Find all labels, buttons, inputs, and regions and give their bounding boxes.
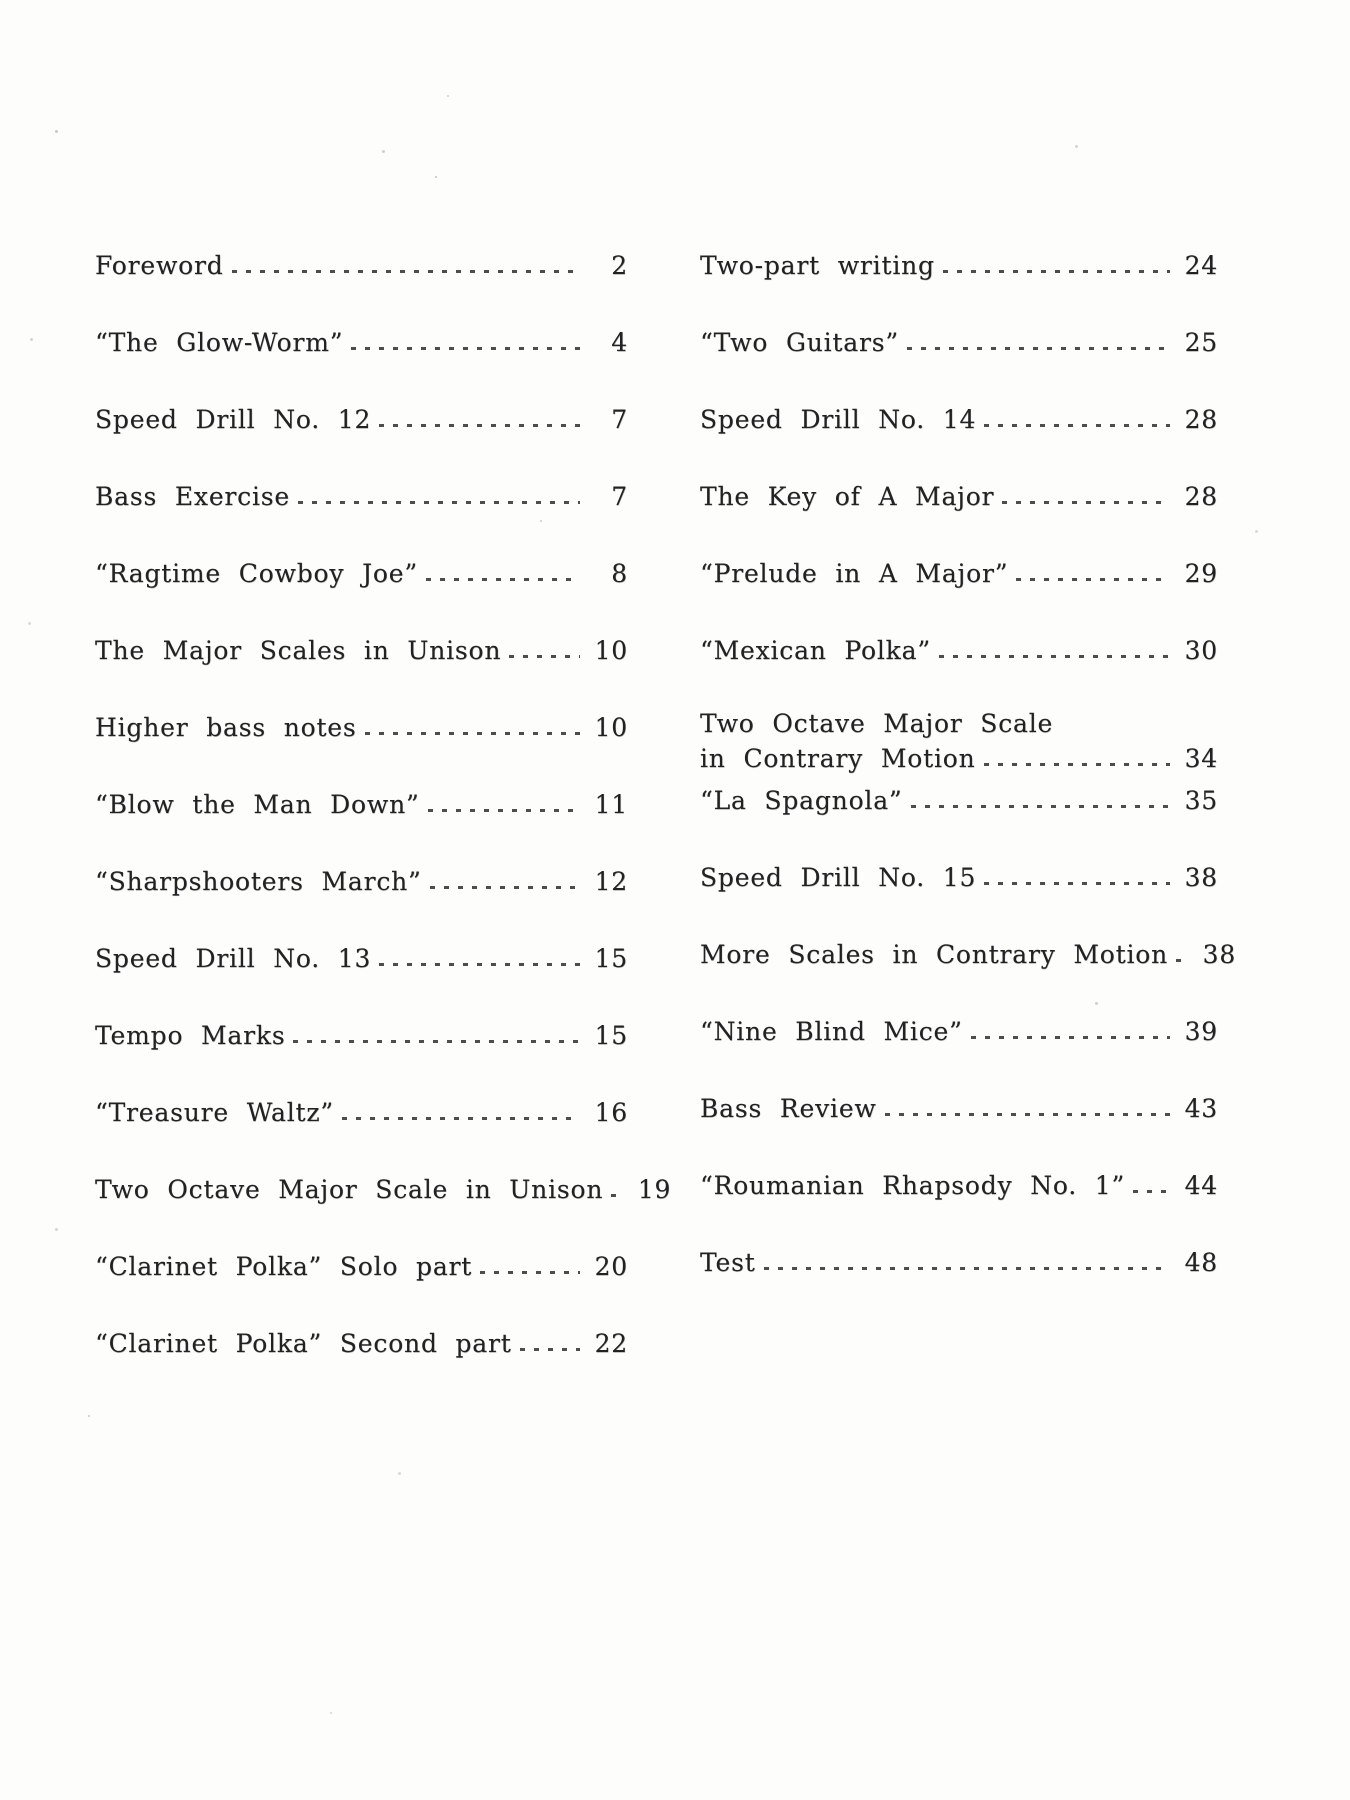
toc-entry — [95, 866, 628, 943]
toc-entry-title: Bass Review — [700, 1094, 877, 1123]
dotted-leader — [611, 1194, 623, 1197]
toc-entry-title: “Blow the Man Down” — [95, 790, 420, 819]
toc-entry-page: 38 — [1202, 940, 1237, 969]
toc-entry-page: 39 — [1184, 1017, 1218, 1046]
toc-entry — [700, 481, 1218, 558]
toc-entry — [95, 327, 628, 404]
toc-entry-title: Speed Drill No. 13 — [95, 944, 372, 973]
toc-entry — [700, 785, 1218, 862]
scan-speck — [30, 338, 33, 341]
toc-entry-title: “Clarinet Polka” Second part — [95, 1329, 512, 1358]
dotted-leader — [764, 1267, 1170, 1270]
scan-speck — [55, 130, 58, 133]
toc-entry-page: 20 — [594, 1252, 628, 1281]
toc-entry-title: “Sharpshooters March” — [95, 867, 422, 896]
toc-left-column — [95, 250, 672, 1405]
toc-entry-page: 34 — [1184, 744, 1218, 773]
toc-entry-title: The Key of A Major — [700, 482, 995, 511]
toc-entry — [95, 1174, 672, 1251]
toc-entry — [95, 635, 628, 712]
toc-entry-page: 38 — [1184, 863, 1218, 892]
toc-entry-page: 22 — [594, 1329, 628, 1358]
toc-entry-page: 11 — [594, 790, 628, 819]
toc-entry-title: Higher bass notes — [95, 713, 357, 742]
toc-entry — [700, 708, 1218, 785]
toc-entry — [95, 250, 628, 327]
dotted-leader — [520, 1348, 580, 1351]
toc-entry-page: 28 — [1184, 405, 1218, 434]
dotted-leader — [232, 270, 580, 273]
toc-entry-title: “Prelude in A Major” — [700, 559, 1009, 588]
dotted-leader — [426, 578, 580, 581]
toc-entry-page: 2 — [611, 251, 628, 280]
toc-entry — [95, 1097, 628, 1174]
dotted-leader — [1176, 959, 1188, 962]
toc-entry-page: 7 — [611, 482, 628, 511]
toc-entry-page: 44 — [1184, 1171, 1218, 1200]
toc-entry — [95, 1328, 628, 1405]
dotted-leader — [428, 809, 580, 812]
scan-speck — [88, 1415, 90, 1417]
toc-entry-page: 12 — [594, 867, 628, 896]
toc-entry — [95, 1251, 628, 1328]
toc-entry-title: “La Spagnola” — [700, 786, 903, 815]
toc-entry-page: 4 — [611, 328, 628, 357]
toc-entry — [95, 1020, 628, 1097]
toc-entry — [700, 1093, 1218, 1170]
dotted-leader — [298, 501, 580, 504]
toc-entry-title: Two Octave Major Scale — [700, 709, 1054, 738]
toc-entry — [700, 250, 1218, 327]
scan-speck — [55, 1228, 58, 1231]
toc-entry-page: 48 — [1184, 1248, 1218, 1277]
dotted-leader — [1133, 1190, 1170, 1193]
dotted-leader — [939, 655, 1170, 658]
dotted-leader — [365, 732, 580, 735]
toc-entry-title: Test — [700, 1248, 756, 1277]
toc-entry-page: 10 — [594, 713, 628, 742]
toc-entry-page: 8 — [611, 559, 628, 588]
dotted-leader — [943, 270, 1170, 273]
dotted-leader — [480, 1271, 580, 1274]
toc-entry — [700, 862, 1218, 939]
toc-entry — [700, 1170, 1218, 1247]
toc-entry-page: 35 — [1184, 786, 1218, 815]
scan-speck — [435, 176, 437, 178]
toc-entry — [95, 404, 628, 481]
toc-entry-title: “Mexican Polka” — [700, 636, 931, 665]
scan-speck — [28, 622, 31, 625]
dotted-leader — [430, 886, 580, 889]
dotted-leader — [911, 805, 1170, 808]
toc-entry — [700, 404, 1218, 481]
dotted-leader — [971, 1036, 1170, 1039]
toc-entry — [700, 1016, 1218, 1093]
toc-entry-page: 24 — [1184, 251, 1218, 280]
toc-entry-page: 30 — [1184, 636, 1218, 665]
dotted-leader — [342, 1117, 580, 1120]
toc-entry-page: 10 — [594, 636, 628, 665]
toc-entry-title: “Roumanian Rhapsody No. 1” — [700, 1171, 1126, 1200]
scan-speck — [330, 1712, 332, 1714]
toc-entry — [95, 558, 628, 635]
dotted-leader — [379, 963, 580, 966]
dotted-leader — [984, 424, 1170, 427]
toc-entry-title-line2: in Contrary Motion — [700, 744, 976, 773]
dotted-leader — [351, 347, 580, 350]
toc-entry-title: More Scales in Contrary Motion — [700, 940, 1169, 969]
toc-entry-page: 15 — [594, 944, 628, 973]
toc-entry-title: Bass Exercise — [95, 482, 290, 511]
toc-entry — [700, 1247, 1218, 1324]
dotted-leader — [293, 1040, 580, 1043]
dotted-leader — [379, 424, 580, 427]
scan-speck — [1075, 145, 1078, 148]
dotted-leader — [885, 1113, 1170, 1116]
toc-entry — [95, 481, 628, 558]
scan-speck — [398, 1472, 401, 1475]
toc-entry-title: “The Glow-Worm” — [95, 328, 344, 357]
dotted-leader — [907, 347, 1170, 350]
scan-speck — [1255, 530, 1258, 533]
toc-entry-title: “Treasure Waltz” — [95, 1098, 334, 1127]
toc-entry-title: Two Octave Major Scale in Unison — [95, 1175, 604, 1204]
toc-entry — [95, 789, 628, 866]
scan-speck — [382, 150, 385, 153]
toc-entry — [700, 558, 1218, 635]
toc-entry-page: 25 — [1184, 328, 1218, 357]
toc-entry-page: 7 — [611, 405, 628, 434]
toc-entry-title: “Ragtime Cowboy Joe” — [95, 559, 418, 588]
toc-entry-page: 29 — [1184, 559, 1218, 588]
toc-entry — [700, 939, 1237, 1016]
toc-entry-title: “Nine Blind Mice” — [700, 1017, 963, 1046]
toc-entry-page: 15 — [594, 1021, 628, 1050]
toc-entry-page: 19 — [637, 1175, 672, 1204]
dotted-leader — [1016, 578, 1170, 581]
dotted-leader — [984, 763, 1171, 766]
toc-entry-page: 16 — [594, 1098, 628, 1127]
toc-entry-title: Foreword — [95, 251, 224, 280]
toc-entry-title: Speed Drill No. 12 — [95, 405, 372, 434]
toc-entry-title: “Two Guitars” — [700, 328, 899, 357]
toc-entry-title: Two-part writing — [700, 251, 935, 280]
toc-entry — [700, 635, 1218, 712]
toc-entry-page: 43 — [1184, 1094, 1218, 1123]
toc-entry-title: “Clarinet Polka” Solo part — [95, 1252, 473, 1281]
toc-entry — [95, 943, 628, 1020]
toc-entry-title: Tempo Marks — [95, 1021, 286, 1050]
dotted-leader — [984, 882, 1170, 885]
dotted-leader — [1002, 501, 1170, 504]
toc-entry-title: Speed Drill No. 15 — [700, 863, 977, 892]
toc-entry — [95, 712, 628, 789]
toc-right-column — [700, 250, 1237, 1324]
toc-entry-page: 28 — [1184, 482, 1218, 511]
scan-speck — [447, 95, 449, 97]
toc-entry-title: The Major Scales in Unison — [95, 636, 502, 665]
toc-entry-title: Speed Drill No. 14 — [700, 405, 977, 434]
dotted-leader — [509, 655, 580, 658]
toc-entry — [700, 327, 1218, 404]
